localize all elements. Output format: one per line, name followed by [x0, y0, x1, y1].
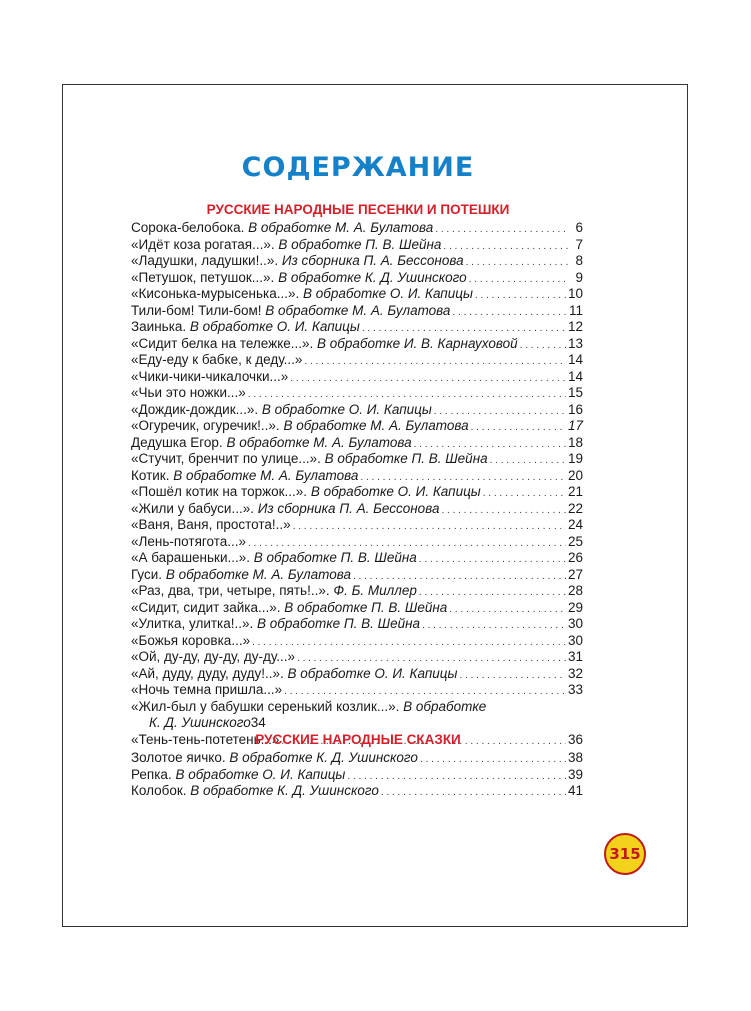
toc-entry	[131, 583, 583, 600]
entry-page: 6	[575, 220, 583, 235]
entry-credit: Из сборника П. А. Бессонова	[281, 253, 464, 268]
entry-credit: В обработке М. А. Булатова	[165, 566, 351, 582]
entry-page: 33	[567, 682, 583, 697]
toc-entry	[131, 336, 583, 353]
entry-page: 24	[567, 517, 583, 532]
entry-credit: В обработке М. А. Булатова	[248, 220, 434, 235]
dot-leader	[483, 486, 566, 503]
toc-entry	[131, 418, 583, 435]
entry-credit: В обработке П. В. Шейна	[278, 236, 442, 252]
entry-title: «Божья коровка...»	[131, 632, 251, 648]
entry-title: «Жили у бабуси...».	[131, 500, 258, 516]
toc-entry	[131, 783, 583, 800]
entry-page: 25	[567, 533, 583, 549]
entry-title: «Ночь темна пришла...»	[131, 682, 283, 697]
entry-credit: Ф. Б. Миллер	[333, 583, 417, 598]
toc-entry	[131, 484, 583, 501]
toc-entry	[131, 517, 583, 534]
toc-entry	[131, 253, 583, 270]
entry-page: 11	[568, 302, 583, 318]
entry-title: «А барашеньки...».	[131, 550, 254, 565]
entry-title: «Сидит белка на тележке...».	[131, 335, 318, 351]
entry-credit: В обработке О. И. Капицы	[310, 484, 481, 499]
entry-page: 12	[567, 319, 583, 334]
dot-leader	[422, 618, 566, 635]
entry-title: «Огуречик, огуречик!..».	[131, 418, 284, 433]
entry-title: «Идёт коза рогатая...».	[131, 236, 279, 252]
entry-page: 29	[567, 599, 583, 615]
entry-title: Котик.	[131, 467, 174, 483]
entry-title: «Чики-чики-чикалочки...»	[131, 368, 289, 384]
entry-page: 30	[567, 632, 583, 648]
toc-entry	[131, 220, 583, 237]
entry-credit: В обработке К. Д. Ушинского	[278, 269, 467, 285]
entry-page: 38	[567, 750, 583, 765]
toc-entry	[131, 750, 583, 767]
entry-page: 26	[567, 550, 583, 565]
entry-title: Колобок.	[131, 783, 191, 798]
toc-entry	[131, 616, 583, 633]
dot-leader	[475, 288, 566, 305]
entry-page: 39	[567, 766, 583, 782]
entry-title: «Ой, ду-ду, ду-ду, ду-ду...»	[131, 649, 296, 664]
entry-credit: В обработке И. В. Карнауховой	[317, 335, 518, 351]
entry-title: «Раз, два, три, четыре, пять!..».	[131, 583, 334, 598]
entry-page: 32	[567, 665, 583, 681]
entry-credit: В обработке П. В. Шейна	[324, 451, 488, 466]
entry-credit: Из сборника П. А. Бессонова	[257, 500, 440, 516]
dot-leader	[290, 371, 566, 388]
toc-entry	[131, 286, 583, 303]
page-number-badge: 315	[604, 833, 646, 875]
toc-entry	[131, 352, 583, 369]
entry-page: 19	[567, 451, 583, 466]
toc-entry	[131, 237, 583, 254]
entry-page: 13	[567, 335, 583, 351]
dot-leader	[466, 255, 569, 272]
toc-entry	[131, 666, 583, 683]
dot-leader	[252, 635, 566, 652]
entry-title: «Ваня, Ваня, простота!..»	[131, 517, 291, 532]
entry-credit: В обработке О. И. Капицы	[261, 401, 432, 417]
entry-credit: В обработке М. А. Булатова	[226, 434, 412, 450]
section-heading-songs: РУССКИЕ НАРОДНЫЕ ПЕСЕНКИ И ПОТЕШКИ	[206, 202, 510, 217]
entry-page: 16	[567, 401, 583, 417]
entry-page: 18	[567, 434, 583, 450]
entry-page: 17	[567, 418, 583, 433]
dot-leader	[449, 602, 566, 619]
toc-entry	[131, 385, 583, 402]
entry-credit: В обработке О. И. Капицы	[302, 286, 473, 301]
entry-credit: В обработке К. Д. Ушинского	[190, 783, 379, 798]
entry-page: 14	[567, 352, 583, 367]
entry-title: «Пошёл котик на торжок...».	[131, 484, 311, 499]
entry-page: 7	[575, 236, 583, 252]
toc-entry	[131, 402, 583, 419]
entry-title: «Ай, дуду, дуду, дуду!..».	[131, 665, 288, 681]
entry-page: 27	[567, 566, 583, 582]
entry-title: Тили-бом! Тили-бом!	[131, 302, 266, 318]
entry-title: «Ладушки, ладушки!..».	[131, 253, 282, 268]
entry-title: «Дождик-дождик...».	[131, 401, 262, 417]
toc-entry	[131, 303, 583, 320]
entry-credit: В обработке М. А. Булатова	[265, 302, 451, 318]
entry-credit: В обработке	[403, 698, 487, 714]
entry-page: 22	[567, 500, 583, 516]
entry-credit: В обработке К. Д. Ушинского	[229, 750, 418, 765]
dot-leader	[452, 305, 567, 322]
dot-leader	[381, 785, 566, 802]
entry-title: «Тень-тень-потетень...»	[131, 731, 280, 747]
entry-page: 31	[567, 649, 583, 664]
toc-entry	[131, 550, 583, 567]
entry-page: 28	[567, 583, 583, 598]
entry-page: 21	[567, 484, 583, 499]
entry-credit: В обработке О. И. Капицы	[189, 319, 360, 334]
toc-entry	[131, 501, 583, 518]
entry-page: 8	[575, 253, 583, 268]
entry-page: 10	[567, 286, 583, 301]
toc-entry	[131, 534, 583, 551]
toc-entry	[131, 699, 583, 732]
toc-entry	[131, 270, 583, 287]
dot-leader	[420, 752, 566, 769]
entry-page: 36	[567, 731, 583, 747]
entry-title: «Кисонька-мурысенька...».	[131, 286, 303, 301]
entry-title: Заинька.	[131, 319, 190, 334]
entry-credit: В обработке О. И. Капицы	[175, 766, 346, 782]
entry-credit: В обработке П. В. Шейна	[257, 616, 421, 631]
dot-leader	[441, 503, 566, 520]
toc-list-songs	[131, 220, 583, 748]
entry-title: «Жил-был у бабушки серенький козлик...».	[131, 698, 404, 714]
entry-title: «Сидит, сидит зайка...».	[131, 599, 285, 615]
entry-page: 14	[567, 368, 583, 384]
dot-leader	[347, 769, 566, 786]
section-heading-tales: РУССКИЕ НАРОДНЫЕ СКАЗКИ	[255, 732, 461, 747]
dot-leader	[490, 453, 566, 470]
toc-entry	[131, 567, 583, 584]
dot-leader	[520, 338, 566, 355]
toc-entry	[131, 435, 583, 452]
entry-credit-continued: К. Д. Ушинского	[149, 715, 251, 730]
toc-entry	[131, 468, 583, 485]
entry-title: «Еду-еду к бабке, к деду...»	[131, 352, 303, 367]
entry-title: «Петушок, петушок...».	[131, 269, 279, 285]
entry-credit: В обработке П. В. Шейна	[253, 550, 417, 565]
entry-page: 20	[567, 467, 583, 483]
entry-page: 41	[567, 783, 583, 798]
dot-leader	[435, 222, 569, 239]
entry-title: Золотое яичко.	[131, 750, 230, 765]
entry-title: «Лень-потягота...»	[131, 533, 247, 549]
entry-credit: В обработке М. А. Булатова	[173, 467, 359, 483]
entry-page: 15	[567, 385, 583, 400]
entry-title: Сорока-белобока.	[131, 220, 249, 235]
dot-leader	[419, 552, 566, 569]
entry-title: «Улитка, улитка!..».	[131, 616, 258, 631]
toc-entry	[131, 767, 583, 784]
toc-entry	[131, 451, 583, 468]
entry-title: «Чьи это ножки...»	[131, 385, 246, 400]
entry-page: 30	[567, 616, 583, 631]
dot-leader	[293, 519, 566, 536]
dot-leader	[459, 668, 566, 685]
entry-title: Репка.	[131, 766, 176, 782]
entry-credit: В обработке О. И. Капицы	[287, 665, 458, 681]
entry-credit: В обработке М. А. Булатова	[283, 418, 469, 433]
toc-entry	[131, 369, 583, 386]
entry-page: 9	[575, 269, 583, 285]
toc-entry	[131, 600, 583, 617]
toc-entry	[131, 319, 583, 336]
dot-leader	[471, 420, 566, 437]
page-title: СОДЕРЖАНИЕ	[241, 152, 475, 183]
entry-title: Дедушка Егор.	[131, 434, 227, 450]
toc-entry	[131, 682, 583, 699]
toc-entry	[131, 649, 583, 666]
toc-entry	[131, 633, 583, 650]
entry-title: «Стучит, бренчит по улице...».	[131, 451, 325, 466]
entry-title: Гуси.	[131, 566, 166, 582]
entry-credit: В обработке П. В. Шейна	[284, 599, 448, 615]
dot-leader	[304, 354, 566, 371]
toc-list-tales	[131, 750, 583, 800]
dot-leader	[469, 272, 569, 289]
entry-page: 34	[250, 715, 266, 730]
